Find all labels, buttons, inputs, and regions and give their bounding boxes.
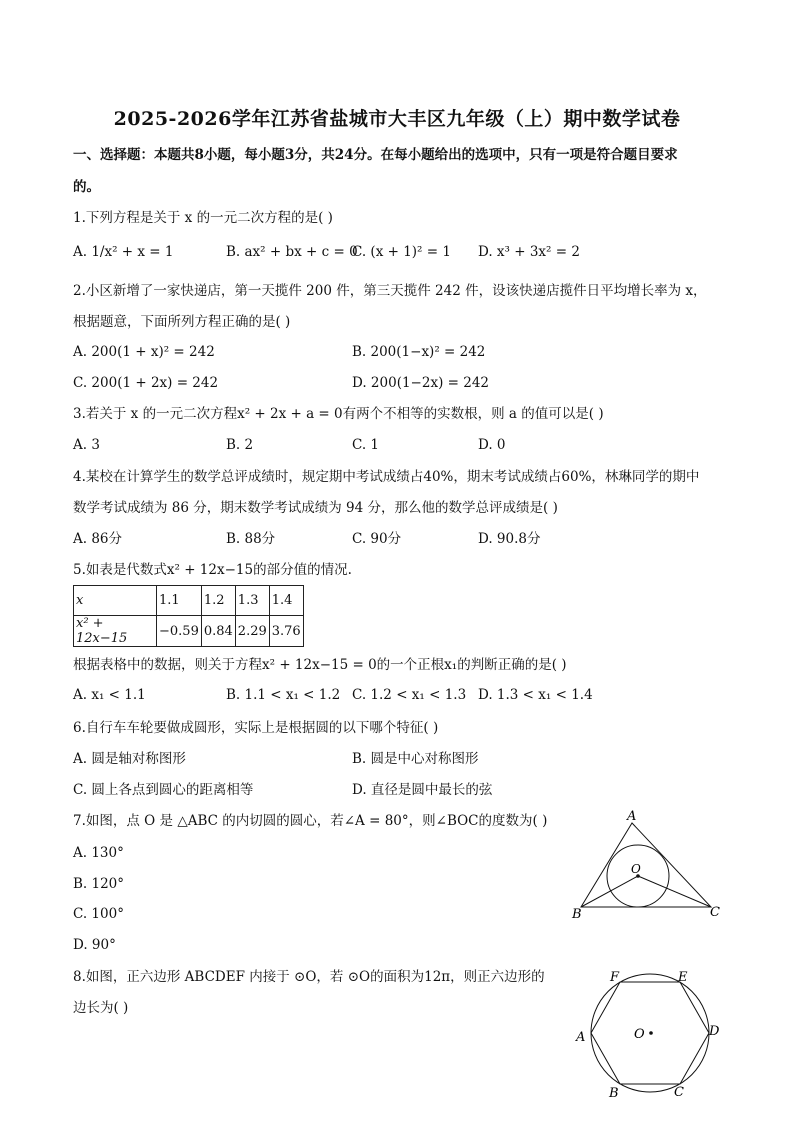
q3-option-d: D. 0 [478,437,506,453]
q2-option-d: D. 200(1−2x) = 242 [352,375,489,391]
label-c: C [674,1085,684,1100]
q6-option-d: D. 直径是圆中最长的弦 [352,782,493,798]
center-point-o [649,1031,653,1035]
q5-value-table [73,585,304,647]
q4-option-a: A. 86分 [73,531,123,547]
q6-stem: 6.自行车车轮要做成圆形，实际上是根据圆的以下哪个特征( ) [73,720,439,736]
section-heading-line2: 的。 [73,179,100,195]
triangle-abc [581,823,711,907]
table-cell: x [74,586,157,616]
q5-option-b: B. 1.1 < x₁ < 1.2 [226,687,341,703]
q7-stem: 7.如图，点 O 是 △ABC 的内切圆的圆心，若∠A = 80°，则∠BOC的度数为( ) [73,813,548,829]
q3-stem: 3.若关于 x 的一元二次方程x² + 2x + a = 0有两个不相等的实数根，则 a 的值可以是( ) [73,406,604,422]
q7-option-b: B. 120° [73,876,125,892]
table-cell: 1.3 [235,586,269,616]
q5-stem: 5.如表是代数式x² + 12x−15的部分值的情况. [73,562,352,578]
q1-stem: 1.下列方程是关于 x 的一元二次方程的是( ) [73,210,333,226]
q1-option-a: A. 1/x² + x = 1 [73,244,174,260]
q7-option-a: A. 130° [73,845,124,861]
label-c: C [710,905,720,920]
q5-option-a: A. x₁ < 1.1 [73,687,146,703]
q4-option-b: B. 88分 [226,531,276,547]
table-cell: x² + 12x−15 [74,616,157,647]
q4-stem-line2: 数学考试成绩为 86 分，期末数学考试成绩为 94 分，那么他的数学总评成绩是( ) [73,500,558,516]
table-row [74,616,304,647]
q8-stem-line2: 边长为( ) [73,1000,129,1016]
table-row [74,586,304,616]
segment-oc [638,876,711,907]
q5-stem-line2: 根据表格中的数据，则关于方程x² + 12x−15 = 0的一个正根x₁的判断正确的是( ) [73,657,567,673]
q3-option-b: B. 2 [226,437,254,453]
label-a: A [576,1030,586,1045]
label-o: O [634,1027,645,1042]
section-heading-line1: 一、选择题：本题共8小题，每小题3分，共24分。在每小题给出的选项中，只有一项是符合题目要求 [73,147,678,163]
label-e: E [678,970,688,985]
page-title: 2025-2026学年江苏省盐城市大丰区九年级（上）期中数学试卷 [113,108,681,130]
label-b: B [609,1086,619,1101]
q7-option-c: C. 100° [73,906,124,922]
q6-option-c: C. 圆上各点到圆心的距离相等 [73,782,254,798]
q1-option-b: B. ax² + bx + c = 0 [226,244,358,260]
segment-ob [581,876,638,907]
q8-figure [570,964,730,1104]
label-f: F [610,970,620,985]
q2-stem-line1: 2.小区新增了一家快递店，第一天揽件 200 件，第三天揽件 242 件，设该快递店揽件日平均增长率为 x， [73,283,707,299]
q4-stem-line1: 4.某校在计算学生的数学总评成绩时，规定期中考试成绩占40%，期末考试成绩占60%，林琳同学的期中 [73,469,700,485]
q4-option-c: C. 90分 [352,531,402,547]
table-cell: 0.84 [201,616,235,647]
q5-option-c: C. 1.2 < x₁ < 1.3 [352,687,467,703]
label-o: O [631,862,641,876]
q6-option-b: B. 圆是中心对称图形 [352,751,479,767]
q1-option-c: C. (x + 1)² = 1 [352,244,451,260]
q2-option-a: A. 200(1 + x)² = 242 [73,344,215,360]
q2-option-c: C. 200(1 + 2x) = 242 [73,375,219,391]
q3-option-a: A. 3 [73,437,100,453]
label-d: D [709,1024,720,1039]
table-cell: 3.76 [269,616,303,647]
q7-option-d: D. 90° [73,937,116,953]
q8-stem-line1: 8.如图，正六边形 ABCDEF 内接于 ⊙O，若 ⊙O的面积为12π，则正六边形的 [73,969,545,985]
q3-option-c: C. 1 [352,437,380,453]
table-cell: 1.2 [201,586,235,616]
q4-option-d: D. 90.8分 [478,531,541,547]
label-a: A [627,809,637,824]
q1-option-d: D. x³ + 3x² = 2 [478,244,580,260]
q7-figure [565,808,735,930]
label-b: B [572,907,582,922]
table-cell: 2.29 [235,616,269,647]
q2-stem-line2: 根据题意，下面所列方程正确的是( ) [73,314,291,330]
q6-option-a: A. 圆是轴对称图形 [73,751,186,767]
table-cell: 1.1 [157,586,202,616]
q5-option-d: D. 1.3 < x₁ < 1.4 [478,687,593,703]
table-cell: 1.4 [269,586,303,616]
q2-option-b: B. 200(1−x)² = 242 [352,344,486,360]
table-cell: −0.59 [157,616,202,647]
